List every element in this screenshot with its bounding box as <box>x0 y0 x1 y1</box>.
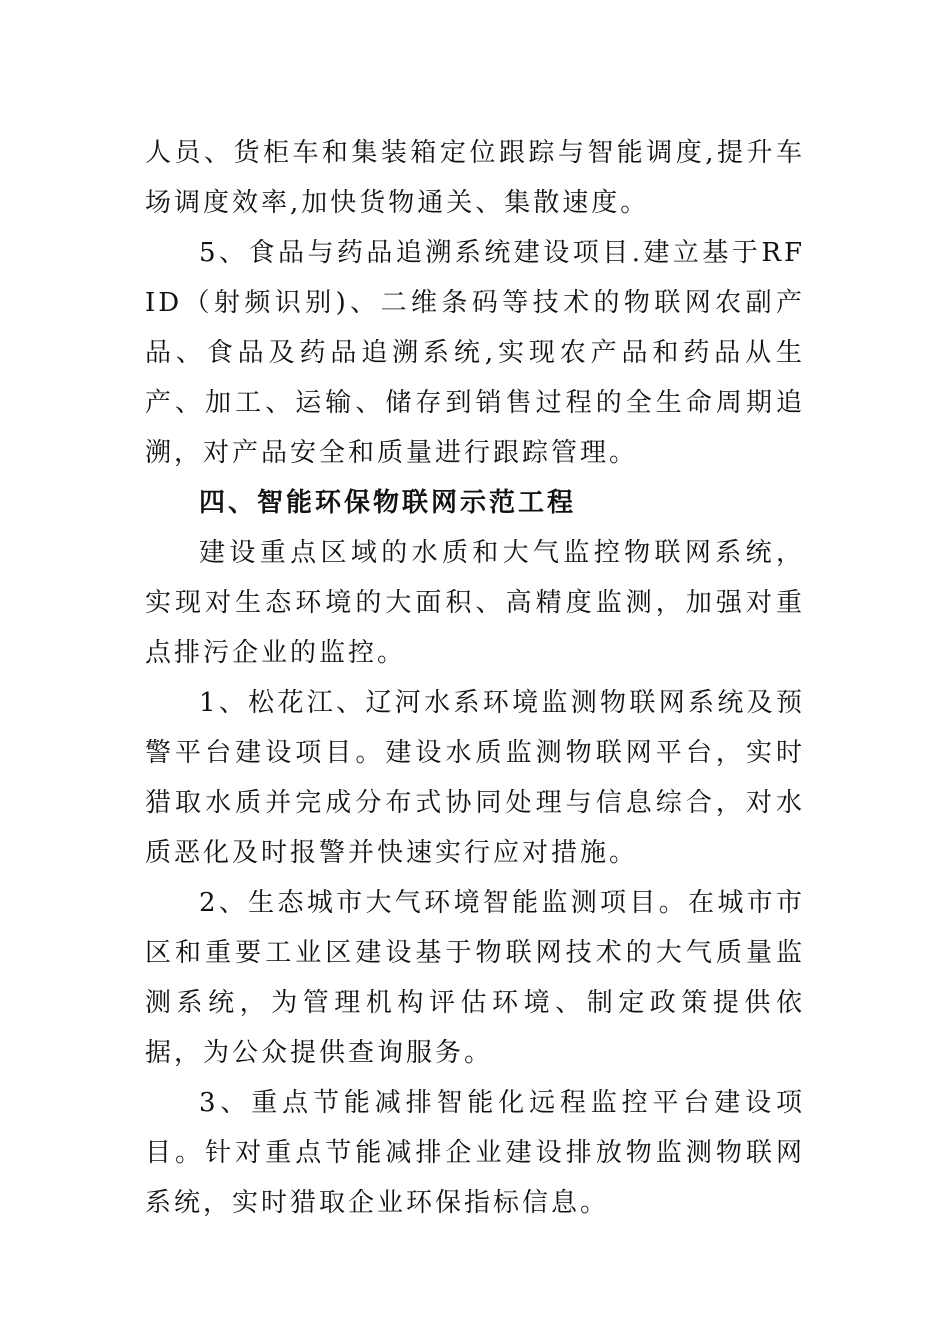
paragraph-item-2-air: 2、生态城市大气环境智能监测项目。在城市市区和重要工业区建设基于物联网技术的大气质量监测系统，为管理机构评估环境、制定政策提供依据，为公众提供查询服务。 <box>145 888 805 1068</box>
paragraph-item-3-emission: 3、重点节能减排智能化远程监控平台建设项目。针对重点节能减排企业建设排放物监测物联网系统，实时猎取企业环保指标信息。 <box>145 1088 805 1218</box>
paragraph-environment-intro: 建设重点区域的水质和大气监控物联网系统，实现对生态环境的大面积、高精度监测，加强对重点排污企业的监控。 <box>145 538 805 668</box>
paragraph-continuation: 人员、货柜车和集装箱定位跟踪与智能调度,提升车场调度效率,加快货物通关、集散速度。 <box>145 138 805 218</box>
document-page <box>145 128 805 1228</box>
paragraph-item-5-traceability: 5、食品与药品追溯系统建设项目.建立基于RFID（射频识别)、二维条码等技术的物联网农副产品、食品及药品追溯系统,实现农产品和药品从生产、加工、运输、储存到销售过程的全生命周期追溯，对产品安全和质量进行跟踪管理。 <box>145 238 805 468</box>
paragraph-item-1-water: 1、松花江、辽河水系环境监测物联网系统及预警平台建设项目。建设水质监测物联网平台，实时猎取水质并完成分布式协同处理与信息综合，对水质恶化及时报警并快速实行应对措施。 <box>145 688 805 868</box>
section-heading-environment: 四、智能环保物联网示范工程 <box>199 488 577 518</box>
